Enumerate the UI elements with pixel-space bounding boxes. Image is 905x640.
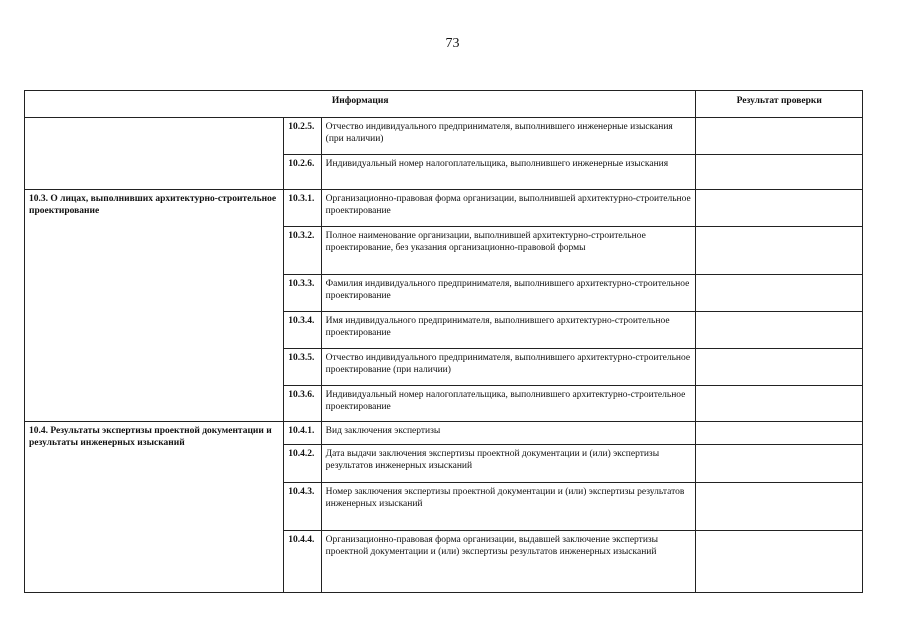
row-text: Индивидуальный номер налогоплательщика, выполнившего архитектурно-строительное проектирование bbox=[321, 386, 696, 422]
result-cell[interactable] bbox=[696, 275, 863, 312]
row-number: 10.3.5. bbox=[284, 349, 321, 386]
page-number: 73 bbox=[445, 36, 460, 51]
row-text: Организационно-правовая форма организации, выполнившей архитектурно-строительное проектирование bbox=[321, 190, 696, 227]
section-title: 10.4. Результаты экспертизы проектной документации и результаты инженерных изысканий bbox=[25, 422, 284, 593]
section-title bbox=[25, 118, 284, 190]
result-cell[interactable] bbox=[696, 422, 863, 445]
row-number: 10.3.2. bbox=[284, 227, 321, 275]
row-number: 10.2.5. bbox=[284, 118, 321, 155]
result-cell[interactable] bbox=[696, 483, 863, 531]
result-cell[interactable] bbox=[696, 190, 863, 227]
row-number: 10.2.6. bbox=[284, 155, 321, 190]
row-text: Номер заключения экспертизы проектной документации и (или) экспертизы результатов инженерных изысканий bbox=[321, 483, 696, 531]
row-text: Вид заключения экспертизы bbox=[321, 422, 696, 445]
row-text: Дата выдачи заключения экспертизы проектной документации и (или) экспертизы результатов инженерных изысканий bbox=[321, 445, 696, 483]
table-row bbox=[25, 422, 863, 445]
table-row bbox=[25, 190, 863, 227]
row-number: 10.4.3. bbox=[284, 483, 321, 531]
row-text: Имя индивидуального предпринимателя, выполнившего архитектурно-строительное проектирование bbox=[321, 312, 696, 349]
row-number: 10.3.3. bbox=[284, 275, 321, 312]
row-text: Отчество индивидуального предпринимателя, выполнившего архитектурно-строительное проектирование (при наличии) bbox=[321, 349, 696, 386]
result-cell[interactable] bbox=[696, 155, 863, 190]
result-cell[interactable] bbox=[696, 312, 863, 349]
row-number: 10.4.2. bbox=[284, 445, 321, 483]
row-number: 10.4.4. bbox=[284, 531, 321, 593]
header-result: Результат проверки bbox=[696, 91, 863, 118]
section-title: 10.3. О лицах, выполнивших архитектурно-строительное проектирование bbox=[25, 190, 284, 422]
result-cell[interactable] bbox=[696, 118, 863, 155]
table-row bbox=[25, 118, 863, 155]
row-number: 10.3.4. bbox=[284, 312, 321, 349]
row-text: Полное наименование организации, выполнившей архитектурно-строительное проектирование, без указания организационно-правовой формы bbox=[321, 227, 696, 275]
result-cell[interactable] bbox=[696, 386, 863, 422]
info-table bbox=[24, 90, 863, 593]
table-header-row bbox=[25, 91, 863, 118]
result-cell[interactable] bbox=[696, 227, 863, 275]
row-text: Отчество индивидуального предпринимателя, выполнившего инженерные изыскания (при наличии) bbox=[321, 118, 696, 155]
result-cell[interactable] bbox=[696, 349, 863, 386]
row-text: Организационно-правовая форма организации, выдавшей заключение экспертизы проектной документации и (или) экспертизы результатов инженерных изысканий bbox=[321, 531, 696, 593]
header-info: Информация bbox=[25, 91, 696, 118]
row-number: 10.4.1. bbox=[284, 422, 321, 445]
row-text: Фамилия индивидуального предпринимателя, выполнившего архитектурно-строительное проектирование bbox=[321, 275, 696, 312]
row-number: 10.3.6. bbox=[284, 386, 321, 422]
result-cell[interactable] bbox=[696, 531, 863, 593]
result-cell[interactable] bbox=[696, 445, 863, 483]
row-number: 10.3.1. bbox=[284, 190, 321, 227]
row-text: Индивидуальный номер налогоплательщика, выполнившего инженерные изыскания bbox=[321, 155, 696, 190]
